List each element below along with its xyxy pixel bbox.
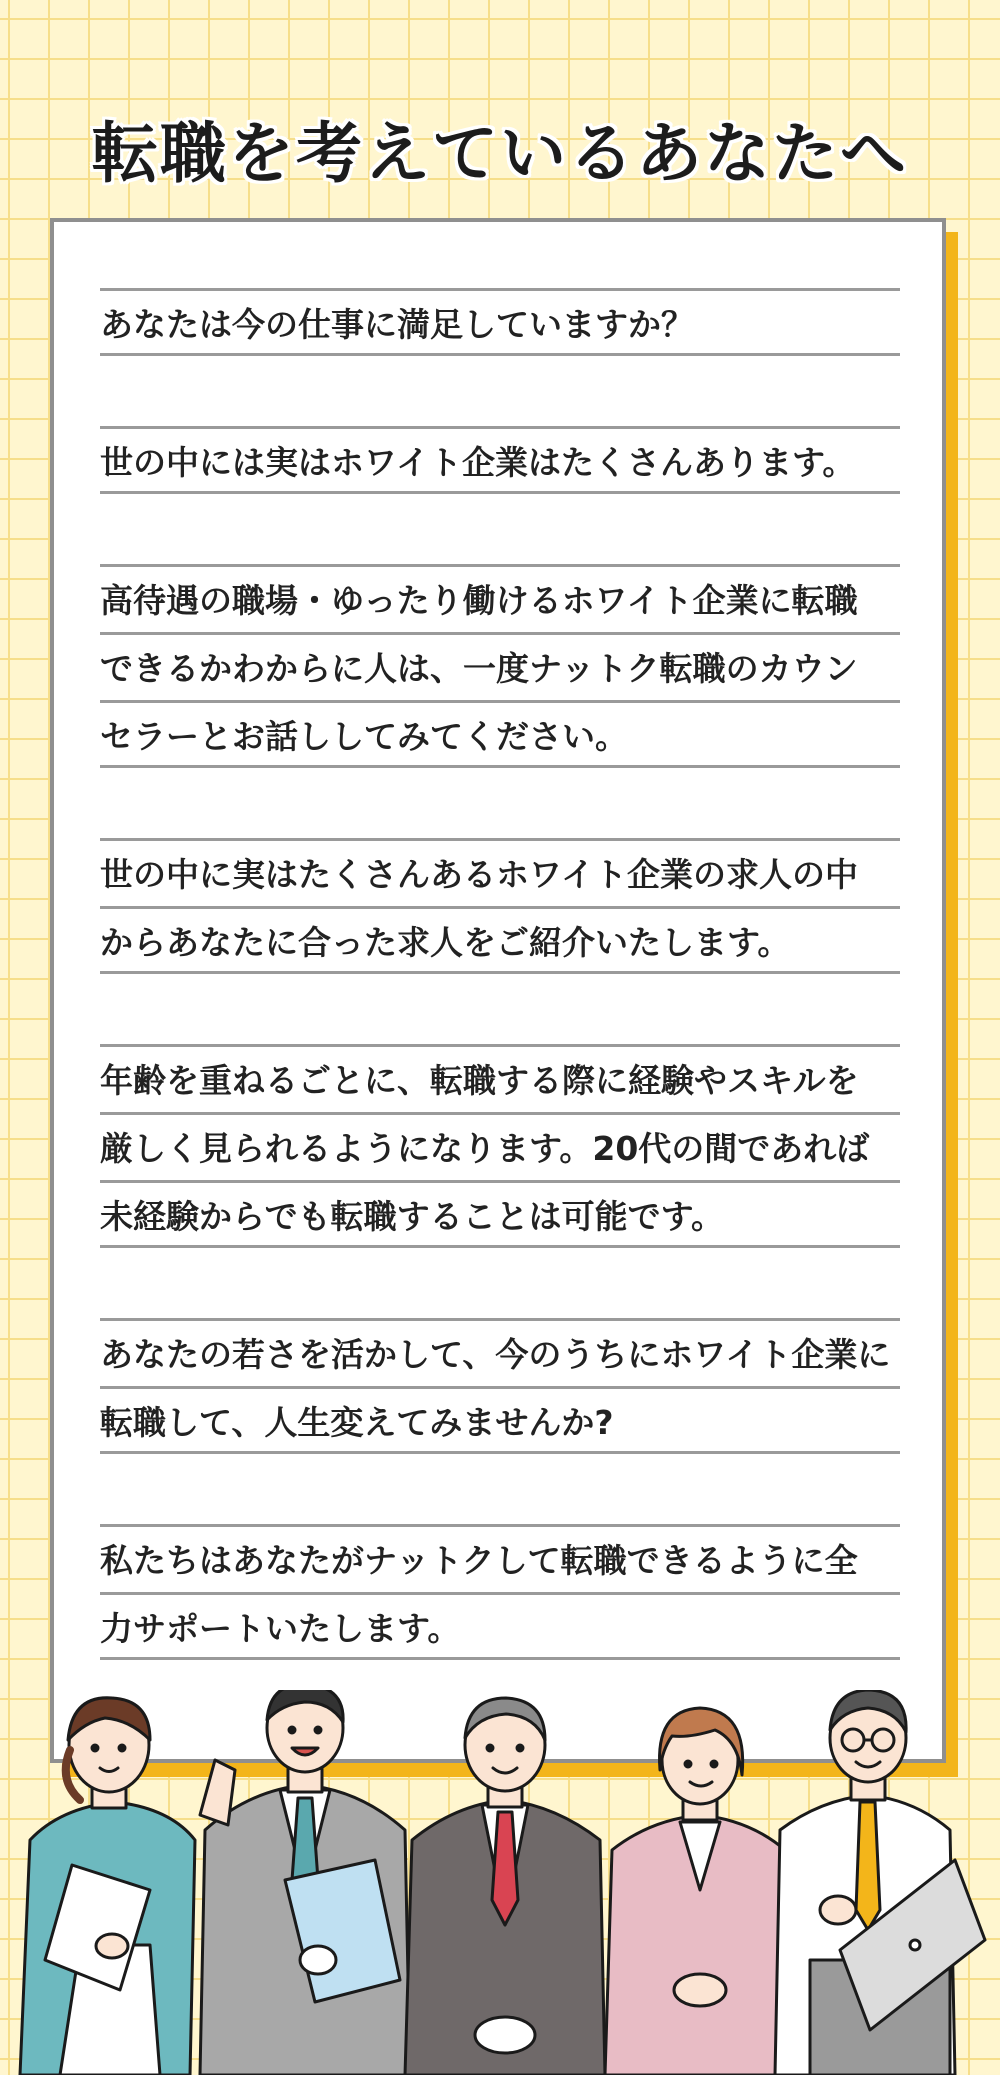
paragraph-line: あなたは今の仕事に満足していますか？: [100, 288, 900, 356]
paragraph-line: 年齢を重ねるごとに、転職する際に経験やスキルを: [100, 1044, 900, 1112]
paragraph-line: 転職して、人生変えてみませんか?: [100, 1386, 900, 1454]
woman-teal-person: [20, 1698, 195, 2075]
paragraph-line: 世の中には実はホワイト企業はたくさんあります。: [100, 426, 900, 494]
message-lines: [100, 288, 900, 1730]
paragraph: [100, 1044, 900, 1248]
paragraph-line: 厳しく見られるようになります。20代の間であれば: [100, 1112, 900, 1180]
paragraph: [100, 838, 900, 974]
paragraph-line: 世の中に実はたくさんあるホワイト企業の求人の中: [100, 838, 900, 906]
man-gray-suit-person: [200, 1690, 410, 2075]
paragraph: [100, 1318, 900, 1454]
woman-pink-suit-person: [605, 1708, 790, 2075]
paragraph-line: からあなたに合った求人をご紹介いたします。: [100, 906, 900, 974]
paragraph: [100, 564, 900, 768]
paragraph-line: 力サポートいたします。: [100, 1592, 900, 1660]
paragraph: [100, 426, 900, 494]
business-people-illustration: [0, 1690, 1000, 2075]
man-laptop-person: [775, 1690, 985, 2075]
paragraph-line: 未経験からでも転職することは可能です。: [100, 1180, 900, 1248]
paragraph: [100, 288, 900, 356]
paragraph-line: 私たちはあなたがナットクして転職できるように全: [100, 1524, 900, 1592]
page-title: 転職を考えているあなたへ: [92, 115, 908, 192]
paragraph-line: セラーとお話ししてみてください。: [100, 700, 900, 768]
man-dark-suit-person: [405, 1698, 605, 2075]
paragraph: [100, 1524, 900, 1660]
paragraph-line: あなたの若さを活かして、今のうちにホワイト企業に: [100, 1318, 900, 1386]
paragraph-line: できるかわからに人は、一度ナットク転職のカウン: [100, 632, 900, 700]
paragraph-line: 高待遇の職場・ゆったり働けるホワイト企業に転職: [100, 564, 900, 632]
